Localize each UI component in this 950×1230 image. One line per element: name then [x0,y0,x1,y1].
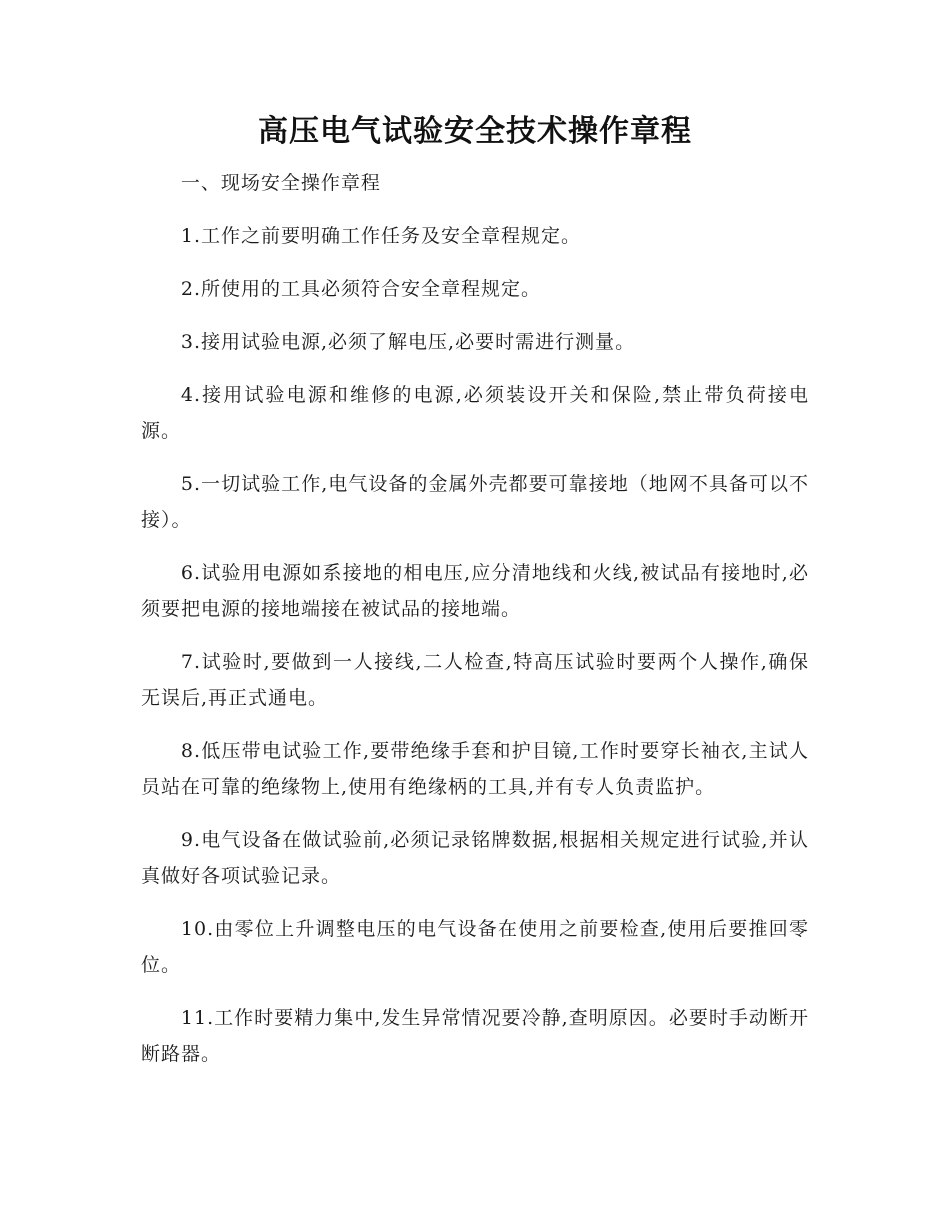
rule-item-6: 6.试验用电源如系接地的相电压,应分清地线和火线,被试品有接地时,必须要把电源的接地端接在被试品的接地端。 [141,562,809,620]
rule-item-8: 8.低压带电试验工作,要带绝缘手套和护目镜,工作时要穿长袖衣,主试人员站在可靠的绝缘物上,使用有绝缘柄的工具,并有专人负责监护。 [141,740,809,798]
rule-item-4: 4.接用试验电源和维修的电源,必须装设开关和保险,禁止带负荷接电源。 [141,384,809,442]
rule-item-3: 3.接用试验电源,必须了解电压,必要时需进行测量。 [180,331,636,353]
rule-item-9: 9.电气设备在做试验前,必须记录铭牌数据,根据相关规定进行试验,并认真做好各项试验记录。 [141,829,809,887]
document-title: 高压电气试验安全技术操作章程 [258,114,692,149]
rule-item-1: 1.工作之前要明确工作任务及安全章程规定。 [180,225,582,247]
rule-item-2: 2.所使用的工具必须符合安全章程规定。 [180,278,542,300]
section-heading: 一、现场安全操作章程 [180,172,381,194]
rule-item-7: 7.试验时,要做到一人接线,二人检查,特高压试验时要两个人操作,确保无误后,再正式通电。 [141,651,809,709]
rule-item-5: 5.一切试验工作,电气设备的金属外壳都要可靠接地（地网不具备可以不接）。 [141,473,809,531]
document-body [141,165,809,1089]
rule-item-10: 10.由零位上升调整电压的电气设备在使用之前要检查,使用后要推回零位。 [141,918,809,976]
rule-item-11: 11.工作时要精力集中,发生异常情况要冷静,查明原因。必要时手动断开断路器。 [141,1007,809,1065]
